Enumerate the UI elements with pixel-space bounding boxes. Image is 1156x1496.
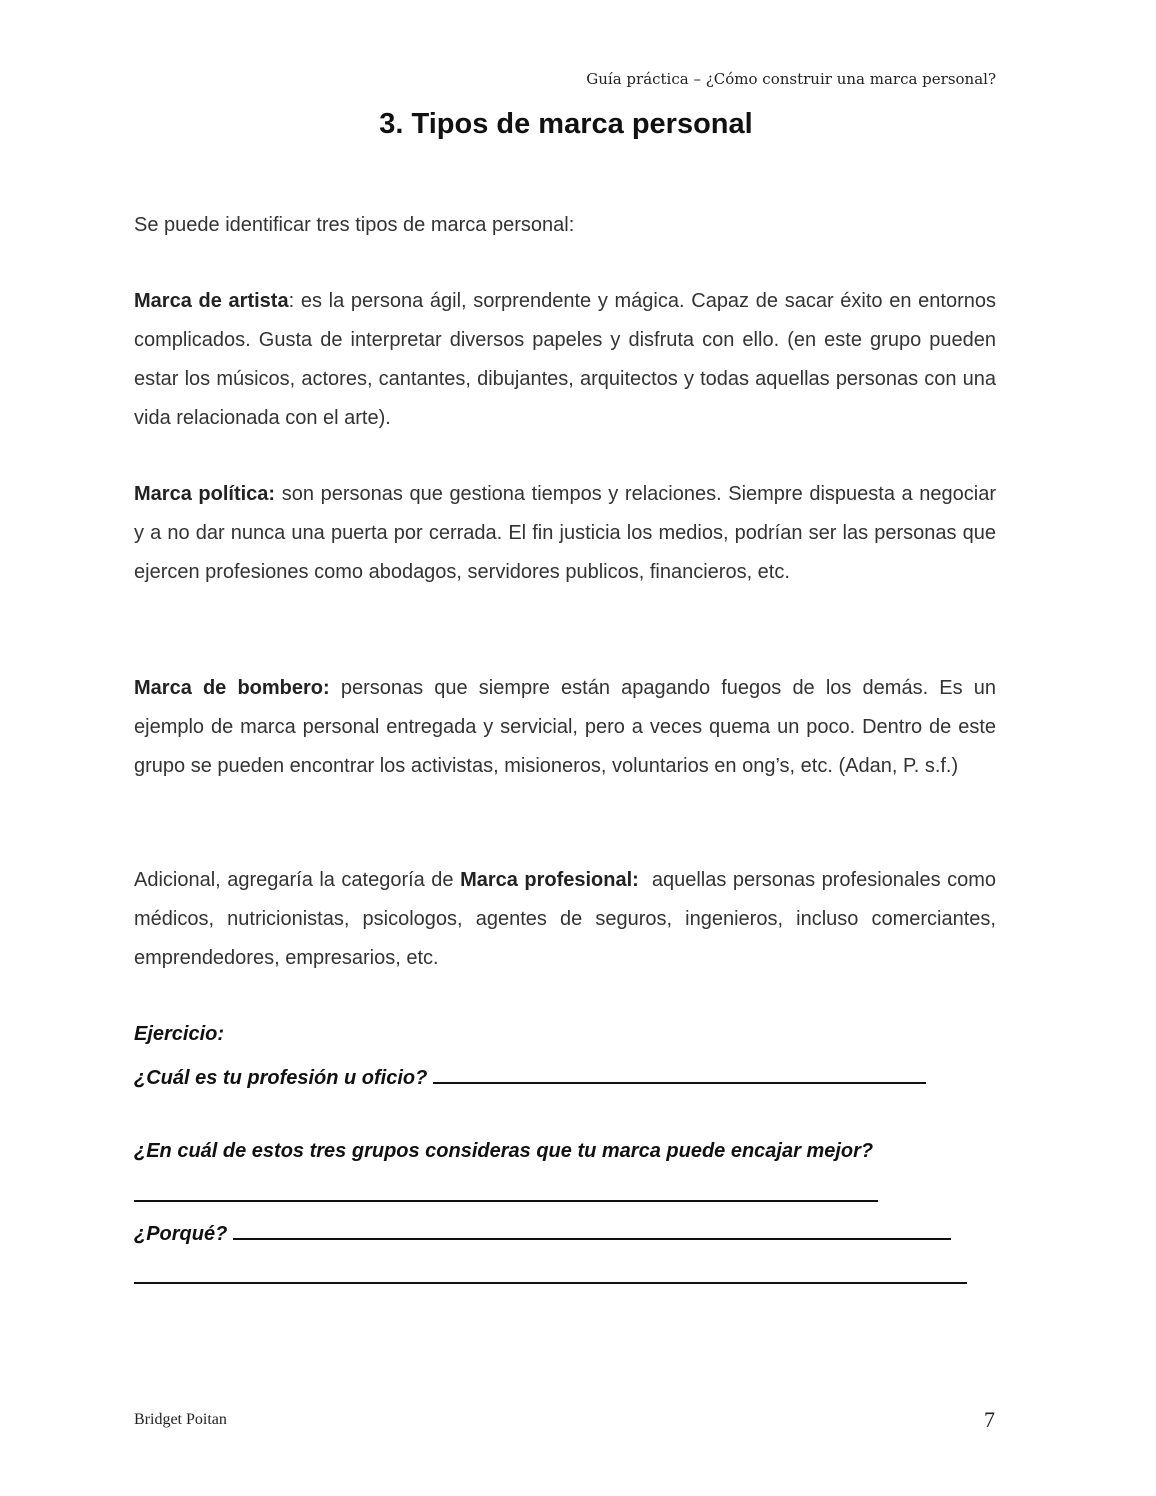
section-term: Marca de artista [134, 290, 289, 312]
section-profesional [134, 861, 1002, 978]
answer-line[interactable] [134, 1262, 967, 1284]
section-artista [134, 282, 996, 438]
separator [330, 677, 341, 699]
section-text: personas que siempre están apagando fuegos de los demás. Es un ejemplo de marca personal entregada y servicial, pero a veces quema un poco. Dentro de este grupo se pueden encontrar los activistas, misioneros, voluntarios en ong’s, etc. (Adan, P. s.f.) [134, 677, 997, 777]
question-text: ¿Cuál es tu profesión u oficio? [134, 1067, 428, 1089]
exercise-question-3 [134, 1218, 951, 1246]
section-text: aquellas personas profesionales como médicos, nutricionistas, psicologos, agentes de seguros, ingenieros, incluso comerciantes, emprendedores, empresarios, etc. [134, 869, 1002, 969]
section-term: Marca de bombero: [134, 677, 330, 699]
footer-author: Bridget Poitan [134, 1411, 227, 1428]
exercise-heading: Ejercicio: [134, 1023, 225, 1045]
exercise-answer-2 [134, 1180, 878, 1208]
section-bombero [134, 669, 996, 786]
section-term: Marca política: [134, 483, 276, 505]
page-number: 7 [984, 1407, 995, 1432]
answer-line[interactable] [134, 1180, 878, 1202]
section-text: es la persona ágil, sorprendente y mágica. Capaz de sacar éxito en entornos complicados. Gusta de interpretar diversos papeles y disfruta con ello. (en este grupo pueden estar los músicos, actores, cantantes, dibujantes, arquitectos y todas aquellas personas con una vida relacionada con el arte). [134, 290, 997, 429]
exercise-question-2: ¿En cuál de estos tres grupos consideras que tu marca puede encajar mejor? [134, 1140, 874, 1162]
lead-text: Adicional, agregaría la categoría de [134, 869, 461, 891]
separator [275, 483, 282, 505]
separator: : [288, 290, 301, 312]
answer-line[interactable] [433, 1062, 926, 1084]
section-term: Marca profesional: [460, 869, 639, 891]
running-header: Guía práctica – ¿Cómo construir una marca personal? [586, 70, 996, 88]
page-title: 3. Tipos de marca personal [379, 108, 753, 140]
answer-line[interactable] [233, 1218, 951, 1240]
intro-paragraph: Se puede identificar tres tipos de marca personal: [134, 214, 575, 236]
section-text: son personas que gestiona tiempos y relaciones. Siempre dispuesta a negociar y a no dar nunca una puerta por cerrada. El fin justicia los medios, podrían ser las personas que ejercen profesiones como abodagos, servidores publicos, financieros, etc. [134, 483, 997, 583]
section-politica [134, 475, 996, 592]
exercise-question-1 [134, 1062, 926, 1090]
exercise-answer-3b [134, 1262, 967, 1290]
question-text: ¿Porqué? [134, 1223, 228, 1245]
